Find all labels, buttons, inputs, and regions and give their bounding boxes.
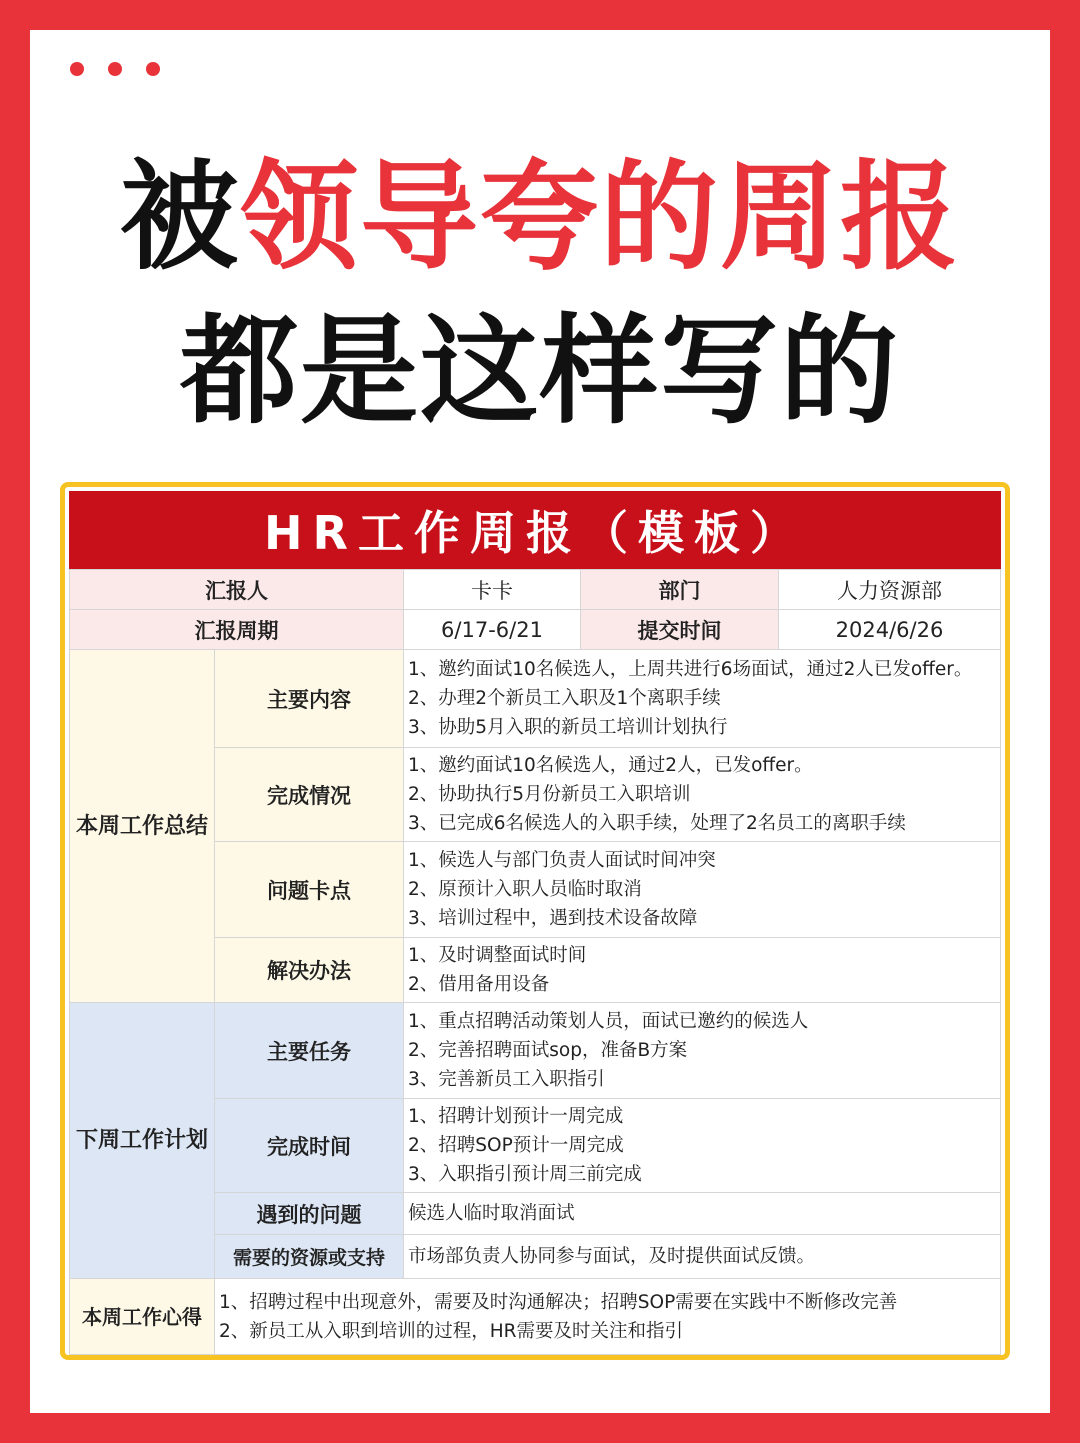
content-line: 2、借用备用设备 bbox=[408, 974, 550, 995]
content-line: 3、完善新员工入职指引 bbox=[408, 1069, 605, 1090]
poster-card bbox=[30, 30, 1050, 1413]
dot-2 bbox=[108, 62, 122, 76]
content-line: 2、原预计入职人员临时取消 bbox=[408, 879, 642, 900]
experience-label: 本周工作心得 bbox=[70, 1279, 215, 1355]
dot-1 bbox=[70, 62, 84, 76]
content-line: 1、重点招聘活动策划人员，面试已邀约的候选人 bbox=[408, 1011, 809, 1032]
reporter-label: 汇报人 bbox=[70, 570, 404, 610]
plan-sub-label: 主要任务 bbox=[215, 1003, 404, 1099]
dot-3 bbox=[146, 62, 160, 76]
content-line: 1、招聘过程中出现意外，需要及时沟通解决；招聘SOP需要在实践中不断修改完善 bbox=[219, 1291, 898, 1313]
summary-sub-label: 解决办法 bbox=[215, 938, 404, 1003]
submit-label: 提交时间 bbox=[581, 610, 779, 650]
content-line: 3、入职指引预计周三前完成 bbox=[408, 1164, 642, 1185]
report-table-frame bbox=[60, 482, 1010, 1360]
content-line: 2、办理2个新员工入职及1个离职手续 bbox=[408, 688, 721, 709]
experience-content bbox=[215, 1279, 1001, 1355]
period-value: 6/17-6/21 bbox=[404, 610, 581, 650]
plan-content bbox=[404, 1235, 1001, 1279]
summary-content bbox=[404, 842, 1001, 938]
plan-content bbox=[404, 1193, 1001, 1235]
info-row-2 bbox=[70, 610, 1001, 650]
summary-sub-label: 主要内容 bbox=[215, 650, 404, 748]
summary-content bbox=[404, 938, 1001, 1003]
summary-sub-label: 完成情况 bbox=[215, 748, 404, 842]
window-dots bbox=[70, 62, 160, 76]
info-row-1 bbox=[70, 570, 1001, 610]
plan-content bbox=[404, 1099, 1001, 1193]
content-line: 2、协助执行5月份新员工入职培训 bbox=[408, 784, 691, 805]
plan-section-label: 下周工作计划 bbox=[70, 1003, 215, 1279]
report-table bbox=[69, 569, 1001, 1355]
summary-section-label: 本周工作总结 bbox=[70, 650, 215, 1003]
plan-sub-label: 需要的资源或支持 bbox=[215, 1235, 404, 1279]
content-line: 1、邀约面试10名候选人，上周共进行6场面试，通过2人已发offer。 bbox=[408, 659, 973, 680]
plan-sub-label: 遇到的问题 bbox=[215, 1193, 404, 1235]
content-line: 1、招聘计划预计一周完成 bbox=[408, 1106, 624, 1127]
period-label: 汇报周期 bbox=[70, 610, 404, 650]
headline-line-2: 都是这样写的 bbox=[179, 302, 900, 440]
content-line: 市场部负责人协同参与面试，及时提供面试反馈。 bbox=[408, 1246, 816, 1267]
summary-row-1 bbox=[70, 650, 1001, 748]
summary-content bbox=[404, 650, 1001, 748]
submit-value: 2024/6/26 bbox=[779, 610, 1001, 650]
content-line: 3、培训过程中，遇到技术设备故障 bbox=[408, 908, 698, 929]
content-line: 2、招聘SOP预计一周完成 bbox=[408, 1135, 624, 1156]
headline-line-1 bbox=[30, 148, 1050, 286]
content-line: 1、候选人与部门负责人面试时间冲突 bbox=[408, 850, 716, 871]
dept-value: 人力资源部 bbox=[779, 570, 1001, 610]
content-line: 2、完善招聘面试sop，准备B方案 bbox=[408, 1040, 688, 1061]
headline-accent: 领导夸的周报 bbox=[240, 148, 961, 286]
summary-sub-label: 问题卡点 bbox=[215, 842, 404, 938]
dept-label: 部门 bbox=[581, 570, 779, 610]
content-line: 1、邀约面试10名候选人，通过2人，已发offer。 bbox=[408, 755, 813, 776]
plan-sub-label: 完成时间 bbox=[215, 1099, 404, 1193]
content-line: 2、新员工从入职到培训的过程，HR需要及时关注和指引 bbox=[219, 1320, 684, 1342]
content-line: 1、及时调整面试时间 bbox=[408, 945, 587, 966]
plan-content bbox=[404, 1003, 1001, 1099]
headline-prefix: 被 bbox=[119, 148, 240, 286]
experience-row bbox=[70, 1279, 1001, 1355]
content-line: 3、已完成6名候选人的入职手续，处理了2名员工的离职手续 bbox=[408, 813, 906, 834]
report-title: HR工作周报（模板） bbox=[69, 491, 1001, 569]
plan-row-1 bbox=[70, 1003, 1001, 1099]
content-line: 候选人临时取消面试 bbox=[408, 1203, 575, 1224]
summary-content bbox=[404, 748, 1001, 842]
reporter-value: 卡卡 bbox=[404, 570, 581, 610]
content-line: 3、协助5月入职的新员工培训计划执行 bbox=[408, 717, 728, 738]
